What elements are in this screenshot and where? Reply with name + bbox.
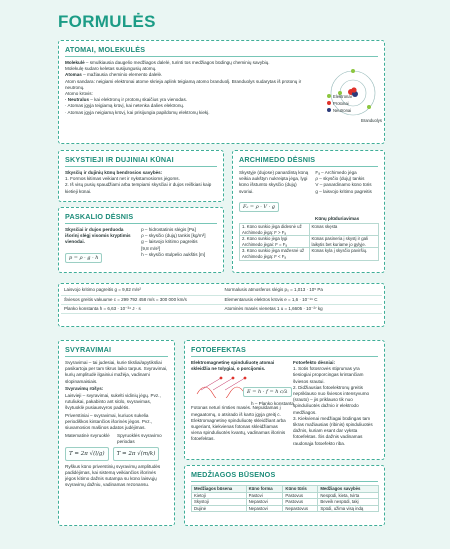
atoms-definition: Atom sandara: neigiami elektronai atome skrieja aplink teigiamą atomo branduolį. Branduolys sudarytas iš protonų ir neutronų. (65, 78, 302, 90)
liquids-lead: Skysčių ir dujinių kūnų bendrosios savybės: (65, 170, 163, 175)
states-cell: Skystoji (192, 499, 247, 506)
pascal-section (58, 207, 224, 273)
photon-formula-note: h – Planko konstanta (251, 401, 294, 406)
states-column-header: Medžiagos būsena (192, 486, 247, 493)
archimedes-legend (315, 170, 378, 213)
archimedes-legend-item: g – laisvojo kritimo pagreitis (315, 188, 372, 194)
photoeffect-section (184, 340, 385, 460)
electron (367, 105, 371, 109)
photoeffect-law: 2. Didžiausias fotoelektronų greitis nepriklauso nuo šviesos intensyvumo (srauto) – jis priklauso tik nuo spinduliuotės dažnio ir elektrodo medžiagos. (293, 384, 370, 415)
oscillation-header: SVYRAVIMAI (65, 345, 112, 354)
atoms-term: Molekulė (65, 60, 85, 65)
legend-item-proton: Protonai (327, 100, 352, 107)
atoms-definition: · Atomas įgyja teigiamą krūvį, kai netenka dalies elektronų. (65, 103, 185, 109)
liquids-header: SKYSTIEJI IR DUJINIAI KŪNAI (65, 155, 174, 164)
archimedes-text: Skystyje (dujose) panardintą kūną veikia aukštyn nukreipta jėga, lygi kūno išstumto skysčio (dujų) svoriui. (239, 170, 309, 194)
photon-text: Fotonas neturi rimties masės. Nepuldamas į megaatomų, o atsirado iš karto įgyja greitį c. Elektromagnetinę spinduliuotę skleidžiant arba sugeriant, kiekvienas fotonas skleidžiamas viena spinduliuotės kvantų, vadinamas išorinis fotoefektas. (191, 405, 286, 442)
pascal-legend-item: ρ – skysčio (dujų) tankis [kg/m³] (141, 233, 206, 239)
states-section (184, 465, 385, 526)
states-cell: Nepastovi (246, 505, 283, 512)
legend-item-neutron: Neutronai (327, 107, 352, 114)
photoeffect-lead: Elektromagnetinę spinduliuotę atomai skleidžia ne tolygiai, o porcijomis. (191, 360, 275, 372)
photon-energy-formula: E = h · f = h c/λ (243, 387, 292, 397)
nucleus-proton-2 (351, 87, 356, 92)
states-cell: Kietoji (192, 492, 247, 499)
constant-value: Elementarusis elektros krūvis e = 1,6 · 10⁻¹⁹ C (222, 295, 383, 304)
constant-value: Šviesos greitis vakuume c = 299 792 458 m/s = 300 000 km/s (61, 295, 222, 304)
constant-value: Planko konstanta h = 6,63 · 10⁻³⁴ J · s (61, 304, 222, 313)
archimedes-left (239, 170, 311, 213)
atoms-definition: – smulkiausia daugelio medžiagos dalelė, turinti tos medžiagos būdingų cheminių savybių. (84, 60, 270, 65)
constants-row (61, 286, 382, 295)
table-row (192, 499, 379, 506)
pascal-legend-item: p – hidrostatinis slėgis [Pa] (141, 227, 196, 232)
atoms-term: Atomas (65, 72, 82, 78)
floating-row (240, 224, 379, 236)
oscillation-paragraph: Svyravimai – tai judesiai, kurie tiksliai/apytiksliai pasikartoja per tam tikrus laiko tarpus. Svyravimai, kurių amplitudė ilgainiui mažėja, vadinami slopinamaisiais. (65, 360, 168, 384)
states-cell: Nepastovi (246, 499, 283, 506)
constants-table (61, 286, 382, 314)
pascal-body (65, 227, 217, 264)
archimedes-top (239, 170, 378, 213)
archimedes-header: ARCHIMEDO DĖSNIS (239, 155, 316, 164)
nucleus-label: Branduolys (361, 118, 382, 123)
archimedes-legend-item: ρ – skysčio (dujų) tankis (315, 176, 365, 182)
atoms-definition: – kai elektronų ir protonų skaičius yra vienodas. (89, 97, 188, 103)
constants-row (61, 295, 382, 304)
photoeffect-left (191, 360, 294, 447)
pascal-legend-item: h – skysčio stulpelio aukštis [m] (141, 251, 206, 257)
page-title: FORMULĖS (58, 12, 156, 31)
atom-legend-list (327, 93, 352, 114)
states-column-header: Kūno forma (246, 486, 283, 493)
states-cell: Pastovus (283, 492, 318, 499)
photoeffect-header: FOTOEFEKTAS (191, 345, 247, 354)
oscillation-text (65, 360, 168, 431)
oscillation-paragraph: Svyravimų rūšys: (65, 385, 104, 391)
atoms-divider (65, 56, 378, 57)
oscillation-paragraph: Priverstiniai – svyravimai, kuriuos sukelia periodiškos kintančios išorinės jėgos. Pvz., siuvamosios mašinos adatos judėjimas. (65, 412, 153, 431)
states-cell: Spūdi, užima visą indą (318, 505, 379, 512)
table-row (192, 505, 379, 512)
pascal-formula: p = ρ · g · h (65, 253, 102, 263)
pascal-left (65, 227, 135, 264)
floating-result: Kūnas pasineria į skystį ir gali laikytis bet kuriame jo gylyje. (309, 236, 378, 248)
photoeffect-law: 1. Sotis fotosrovės stiprumas yra tiesiogiai proporcingas krintančiam šviesos srautui. (293, 366, 364, 384)
pascal-header: PASKALIO DĖSNIS (65, 212, 134, 221)
constants-section (58, 283, 385, 327)
floating-condition: 1. Kūno sunkio jėga didesnė už Archimedo jėgą: F > Fₐ (240, 224, 310, 236)
archimedes-section (232, 150, 385, 273)
photoeffect-laws (293, 360, 378, 447)
states-cell: Beveik nespūdi, takį (318, 499, 379, 506)
floating-row (240, 248, 379, 260)
formula-label-spring: Spyruoklės svyravimo periodas (117, 433, 162, 445)
states-column-header: Medžiagos savybės (318, 486, 379, 493)
photoeffect-law: 3. Kiekvienai medžiagai būdingas tam tikras mažiausias (ribinis) spinduliuotės dažnis, kuriam esant dar vyksta fotoefektas. Šis dažnis vadinamas raudonąja fotoefekto riba. (293, 415, 373, 446)
electron-dot-icon (327, 94, 331, 98)
liquids-item-1: 1. Formos kitimas veikiant net ir nykstamosioms jėgoms. (65, 176, 180, 182)
atoms-definition: · Atomas įgyja neigiamą krūvį, kai prisijungia papildomų elektronų kiekį. (65, 109, 210, 115)
legend-item-electron: Elektronai (327, 93, 352, 100)
neutron-dot-icon (327, 108, 331, 112)
floating-result: Kūnas skęsta (309, 224, 378, 236)
liquids-item-2: 2. Iš visų pusių spaudžiami arba tempiami skysčiai ir dujos reiškiasi kaip kietieji kūnai. (65, 182, 212, 194)
states-cell: Pastovus (283, 499, 318, 506)
constant-value: Normalusis atmosferos slėgis p₀ = 1,013 · 10⁵ Pa (222, 286, 383, 295)
pascal-lead: Skysčiai ir dujos perduoda išorinį slėgį visomis kryptimis vienodai. (65, 227, 131, 245)
floating-table-title: Kūnų plūduriavimas (315, 215, 360, 221)
atoms-definition: Molekulę sudaro keletas susijungusių atomų. (65, 66, 157, 72)
photoeffect-divider (191, 356, 378, 357)
atoms-header: ATOMAI, MOLEKULĖS (65, 45, 146, 54)
oscillation-divider (65, 356, 168, 357)
oscillation-paragraph: Laisvieji – svyravimai, sukelti vidinių jėgų. Pvz., rutuliukai, pakabinto ant siūlo, svyravimas, švytuoklė pusiausvyros padėtis. (65, 393, 161, 411)
floating-condition: 2. Kūno sunkio jėga lygi Archimedo jėgai: F = Fₐ (240, 236, 310, 248)
pascal-legend-item: [9,8 m/s²] (141, 245, 161, 251)
constants-row (61, 304, 382, 313)
states-column-header: Kūno tūris (283, 486, 318, 493)
photoeffect-laws-header: Fotoefekto dėsniai: (293, 360, 336, 365)
pascal-legend (141, 227, 217, 264)
states-cell: Pastovi (246, 492, 283, 499)
states-table (191, 485, 379, 512)
floating-table (239, 223, 379, 261)
proton-dot-icon (327, 101, 331, 105)
atoms-definition: Atomo krūvis: (65, 91, 93, 97)
oscillation-formulas (65, 447, 168, 461)
archimedes-divider (239, 166, 378, 167)
atoms-text (65, 60, 305, 116)
atoms-section (58, 40, 385, 144)
archimedes-legend-item: Fₐ – Archimedo jėga (315, 170, 357, 175)
states-cell: Dujinė (192, 505, 247, 512)
photoeffect-body (191, 360, 378, 447)
states-cell: Nespūdi, kieta, tvirta (318, 492, 379, 499)
archimedes-legend-item: V – panardinamo kūno tūris (315, 182, 372, 188)
oscillation-section (58, 340, 175, 526)
oscillation-formula-labels (65, 433, 168, 445)
formula-label-pendulum: Matematinė svyruoklė (65, 433, 110, 439)
constant-value: Atominės masės vienetas 1 u = 1,6605 · 10⁻²⁷ kg (222, 304, 383, 313)
atoms-term: · Neutralus (65, 97, 89, 103)
pascal-legend-item: g – laisvojo kritimo pagreitis (141, 239, 198, 245)
electron (351, 69, 355, 73)
constant-value: Laisvojo kritimo pagreitis g = 9,82 m/s² (61, 286, 222, 295)
pascal-divider (65, 223, 217, 224)
floating-result: Kūnas kyla į skysčio paviršių. (309, 248, 378, 260)
resonance-text: Ryškus kūno priverstinių svyravimų amplitudės padidėjimas, kai sistemą veikiančios išorinės jėgos kitimo dažnis sutampa su kūno laisvųjų svyravimų dažniu, vadinamas rezonansu. (65, 463, 161, 488)
states-cell: Nepastovus (283, 505, 318, 512)
liquids-divider (65, 166, 217, 167)
pendulum-formula: T = 2π √(l/g) (65, 447, 109, 461)
states-divider (191, 481, 378, 482)
atoms-line (65, 79, 305, 91)
archimedes-formula: Fₐ = ρ · V · g (239, 202, 279, 212)
states-header: MEDŽIAGOS BŪSENOS (191, 470, 276, 479)
floating-row (240, 236, 379, 248)
atoms-definition: – mažiausia cheminio elemento dalelė. (81, 72, 163, 78)
table-row (192, 492, 379, 499)
spring-formula: T = 2π √(m/k) (113, 447, 160, 461)
liquids-section (58, 150, 224, 202)
atoms-line (65, 110, 305, 116)
floating-condition: 3. Kūno sunkio jėga mažesnė už Archimedo jėgą: F < Fₐ (240, 248, 310, 260)
